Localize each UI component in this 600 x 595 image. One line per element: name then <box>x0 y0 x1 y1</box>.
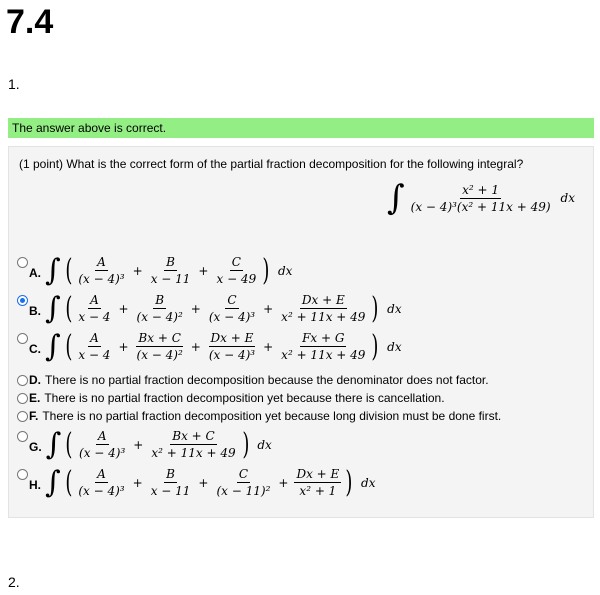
term-denominator: (x − 11)² <box>216 484 271 498</box>
term-numerator: Dx + E <box>210 331 254 345</box>
option-h-letter: H. <box>29 477 41 492</box>
plus-sign: + <box>190 339 201 354</box>
right-paren: ) <box>371 290 379 326</box>
term-denominator: x² + 11x + 49 <box>281 310 366 324</box>
term-denominator: x² + 11x + 49 <box>281 348 366 362</box>
right-paren: ) <box>345 464 353 500</box>
given-integral <box>386 178 575 218</box>
option-b-radio[interactable] <box>17 295 28 306</box>
plus-sign: + <box>190 301 201 316</box>
term-fraction <box>294 467 341 498</box>
option-e-radio[interactable] <box>17 393 28 404</box>
option-b-expression <box>45 290 402 326</box>
term-numerator: A <box>97 255 106 269</box>
integral-dx: dx <box>361 475 376 490</box>
term-denominator: (x − 4)³ <box>208 310 256 324</box>
term-denominator: (x − 4)² <box>136 310 183 324</box>
plus-sign: + <box>198 475 209 490</box>
term-fraction <box>135 293 185 324</box>
integral-sign: ∫ <box>45 464 61 500</box>
option-b-letter: B. <box>29 303 41 318</box>
term-denominator: x − 49 <box>216 272 257 286</box>
option-g-radio[interactable] <box>17 431 28 442</box>
option-c[interactable] <box>17 328 402 364</box>
option-c-expression <box>45 328 402 364</box>
term-denominator: (x − 4)³ <box>208 348 256 362</box>
option-h[interactable] <box>17 464 376 500</box>
option-f-text: There is no partial fraction decomposition yet because long division must be done first. <box>42 409 502 423</box>
term-numerator: C <box>238 467 249 481</box>
term-fraction <box>76 467 126 498</box>
option-e[interactable] <box>17 391 445 405</box>
integral-sign: ∫ <box>45 426 62 462</box>
integral-dx: dx <box>277 263 293 278</box>
right-paren: ) <box>262 252 270 288</box>
option-f-letter: F. <box>29 409 39 423</box>
term-numerator: B <box>166 467 175 481</box>
term-numerator: C <box>231 255 241 269</box>
integral-sign: ∫ <box>45 328 61 364</box>
term-numerator: Bx + C <box>172 429 215 443</box>
term-fraction <box>207 293 257 324</box>
term-fraction <box>279 331 367 362</box>
plus-sign: + <box>118 339 129 354</box>
term-denominator: (x − 4)³ <box>78 272 125 286</box>
term-fraction <box>135 331 185 362</box>
option-d[interactable] <box>17 373 489 387</box>
option-h-radio[interactable] <box>17 469 28 480</box>
answer-status-banner: The answer above is correct. <box>8 118 594 138</box>
term-denominator: x² + 11x + 49 <box>151 446 236 460</box>
term-fraction <box>149 467 193 498</box>
term-fraction <box>77 429 127 460</box>
term-denominator: x − 4 <box>78 310 111 324</box>
option-g-expression <box>45 426 272 462</box>
plus-sign: + <box>263 339 274 354</box>
term-fraction <box>214 467 272 498</box>
option-h-expression <box>45 464 376 500</box>
option-d-text: There is no partial fraction decomposition because the denominator does not factor. <box>45 373 489 387</box>
term-numerator: Dx + E <box>296 467 340 481</box>
plus-sign: + <box>132 475 143 490</box>
option-a-expression <box>45 252 293 288</box>
term-denominator: x − 11 <box>150 272 191 286</box>
left-paren: ( <box>64 328 73 364</box>
left-paren: ( <box>64 464 73 500</box>
option-e-text: There is no partial fraction decomposition yet because there is cancellation. <box>44 391 445 405</box>
integral-sign: ∫ <box>386 178 405 218</box>
integrand-fraction <box>409 183 553 214</box>
left-paren: ( <box>65 426 73 462</box>
integral-dx: dx <box>387 301 402 316</box>
term-fraction <box>214 255 258 286</box>
left-paren: ( <box>64 252 73 288</box>
option-g[interactable] <box>17 426 272 462</box>
left-paren: ( <box>64 290 73 326</box>
plus-sign: + <box>118 301 129 316</box>
term-fraction <box>149 255 193 286</box>
term-numerator: A <box>90 293 99 307</box>
term-numerator: B <box>155 293 165 307</box>
term-numerator: A <box>90 331 99 345</box>
term-numerator: C <box>227 293 237 307</box>
plus-sign: + <box>133 437 144 452</box>
option-g-letter: G. <box>29 439 42 454</box>
term-fraction <box>207 331 257 362</box>
term-denominator: (x − 4)² <box>136 348 183 362</box>
plus-sign: + <box>278 475 289 490</box>
term-fraction <box>76 331 112 362</box>
integrand-numerator: x² + 1 <box>462 182 500 197</box>
option-a-radio[interactable] <box>17 257 28 268</box>
term-fraction <box>279 293 367 324</box>
problem-prompt: (1 point) What is the correct form of the partial fraction decomposition for the following integral? <box>19 157 524 171</box>
term-numerator: A <box>97 467 106 481</box>
term-fraction <box>76 293 112 324</box>
option-c-letter: C. <box>29 341 41 356</box>
integral-dx: dx <box>560 191 575 205</box>
term-numerator: A <box>97 429 107 443</box>
option-f[interactable] <box>17 409 501 423</box>
term-denominator: x² + 1 <box>299 484 337 498</box>
term-denominator: (x − 4)³ <box>78 484 125 498</box>
right-paren: ) <box>371 328 379 364</box>
problem-box <box>8 146 594 518</box>
integrand-denominator: (x − 4)³(x² + 11x + 49) <box>410 199 551 214</box>
option-b[interactable] <box>17 290 402 326</box>
option-a[interactable] <box>17 252 293 288</box>
right-paren: ) <box>241 426 249 462</box>
plus-sign: + <box>263 301 274 316</box>
integral-sign: ∫ <box>45 252 61 288</box>
term-fraction <box>149 429 237 460</box>
term-denominator: (x − 4)³ <box>79 446 126 460</box>
plus-sign: + <box>132 263 143 278</box>
term-fraction <box>76 255 126 286</box>
problem-2-number: 2. <box>8 574 20 590</box>
term-denominator: x − 4 <box>78 348 111 362</box>
option-c-radio[interactable] <box>17 333 28 344</box>
option-d-radio[interactable] <box>17 375 28 386</box>
option-a-letter: A. <box>29 265 41 280</box>
option-d-letter: D. <box>29 373 41 387</box>
term-numerator: Bx + C <box>138 331 181 345</box>
term-numerator: Dx + E <box>301 293 345 307</box>
term-denominator: x − 11 <box>150 484 191 498</box>
plus-sign: + <box>198 263 209 278</box>
integral-dx: dx <box>257 437 272 452</box>
integral-dx: dx <box>387 339 402 354</box>
term-numerator: B <box>166 255 175 269</box>
option-e-letter: E. <box>29 391 41 405</box>
problem-1-number: 1. <box>8 76 20 92</box>
section-title: 7.4 <box>6 3 54 41</box>
option-f-radio[interactable] <box>17 411 28 422</box>
term-numerator: Fx + G <box>302 331 345 345</box>
integral-sign: ∫ <box>45 290 61 326</box>
